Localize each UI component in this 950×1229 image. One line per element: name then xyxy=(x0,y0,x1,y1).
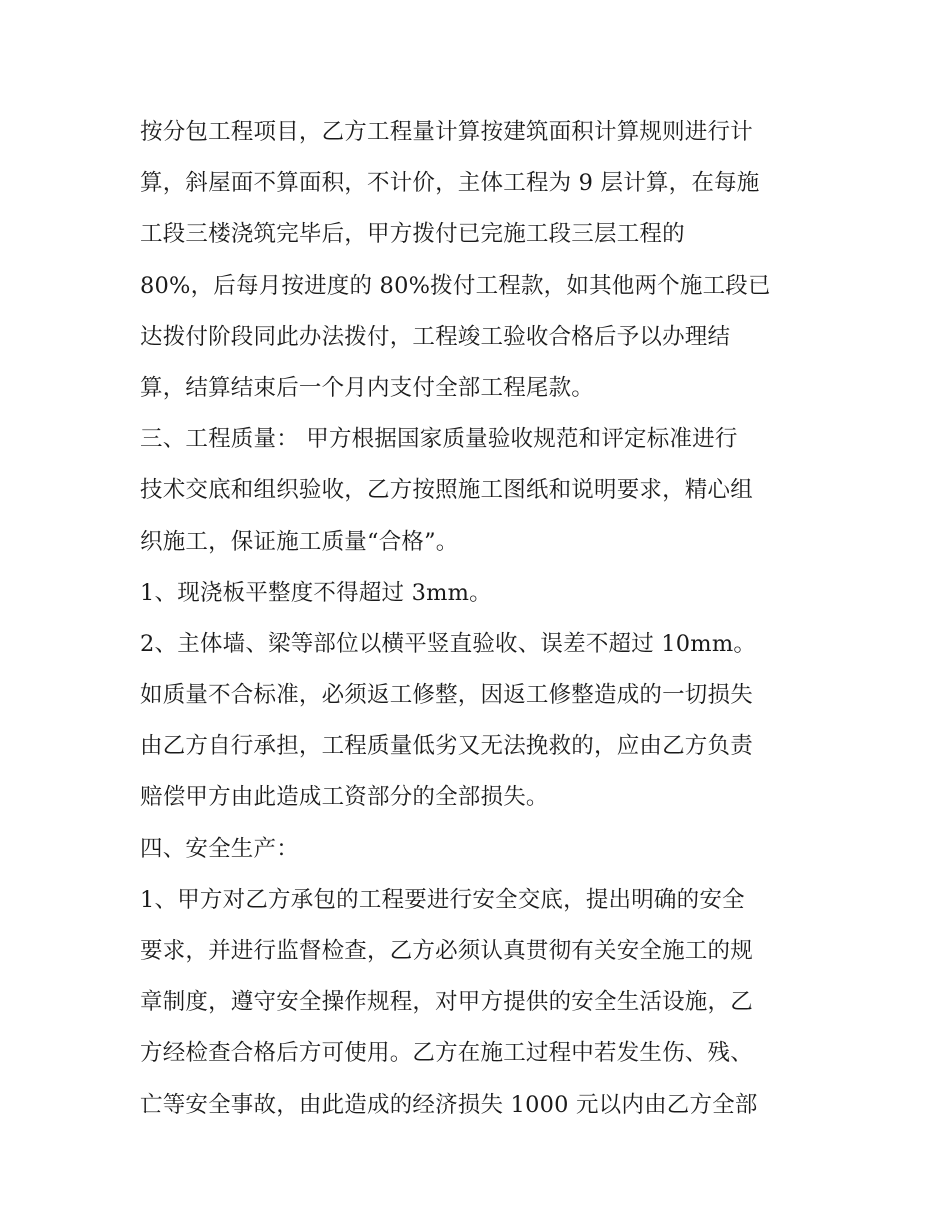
text-line-payment-basis-5: 达拨付阶段同此办法拨付，工程竣工验收合格后予以办理结 xyxy=(140,323,731,350)
quality-item-2: 2、主体墙、梁等部位以横平竖直验收、误差不超过 10mm。 xyxy=(140,630,757,657)
text-line-payment-basis-2: 算，斜屋面不算面积，不计价，主体工程为 9 层计算，在每施 xyxy=(140,170,760,197)
text-line-payment-basis-4: 80%，后每月按进度的 80%拨付工程款，如其他两个施工段已 xyxy=(140,272,771,299)
text-line-quality-2: 技术交底和组织验收，乙方按照施工图纸和说明要求，精心组 xyxy=(140,477,753,504)
text-line-payment-basis-6: 算，结算结束后一个月内支付全部工程尾款。 xyxy=(140,374,595,401)
text-line-safety-2: 要求，并进行监督检查，乙方必须认真贯彻有关安全施工的规 xyxy=(140,938,753,964)
quality-item-1: 1、现浇板平整度不得超过 3mm。 xyxy=(140,579,492,606)
text-line-quality-3: 织施工，保证施工质量“合格”。 xyxy=(140,528,459,555)
safety-item-1: 1、甲方对乙方承包的工程要进行安全交底，提出明确的安全 xyxy=(140,886,745,913)
text-line-safety-5: 亡等安全事故，由此造成的经济损失 1000 元以内由乙方全部 xyxy=(140,1091,758,1118)
section-heading-safety: 四、安全生产： xyxy=(140,835,299,862)
document-body xyxy=(140,107,815,1131)
text-line-quality-penalty: 如质量不合标准，必须返工修整，因返工修整造成的一切损失 xyxy=(140,682,753,709)
text-line-payment-basis: 按分包工程项目，乙方工程量计算按建筑面积计算规则进行计 xyxy=(140,119,753,145)
text-line-payment-basis-3: 工段三楼浇筑完毕后，甲方拨付已完施工段三层工程的 xyxy=(140,221,685,248)
text-line-safety-3: 章制度，遵守安全操作规程，对甲方提供的安全生活设施，乙 xyxy=(140,989,753,1016)
text-line-safety-4: 方经检查合格后方可使用。乙方在施工过程中若发生伤、残、 xyxy=(140,1040,753,1067)
text-line-quality-penalty-3: 赔偿甲方由此造成工资部分的全部损失。 xyxy=(140,784,549,811)
text-line-quality-penalty-2: 由乙方自行承担，工程质量低劣又无法挽救的，应由乙方负责 xyxy=(140,733,753,760)
section-heading-quality: 三、工程质量： 甲方根据国家质量验收规范和评定标准进行 xyxy=(140,426,738,453)
